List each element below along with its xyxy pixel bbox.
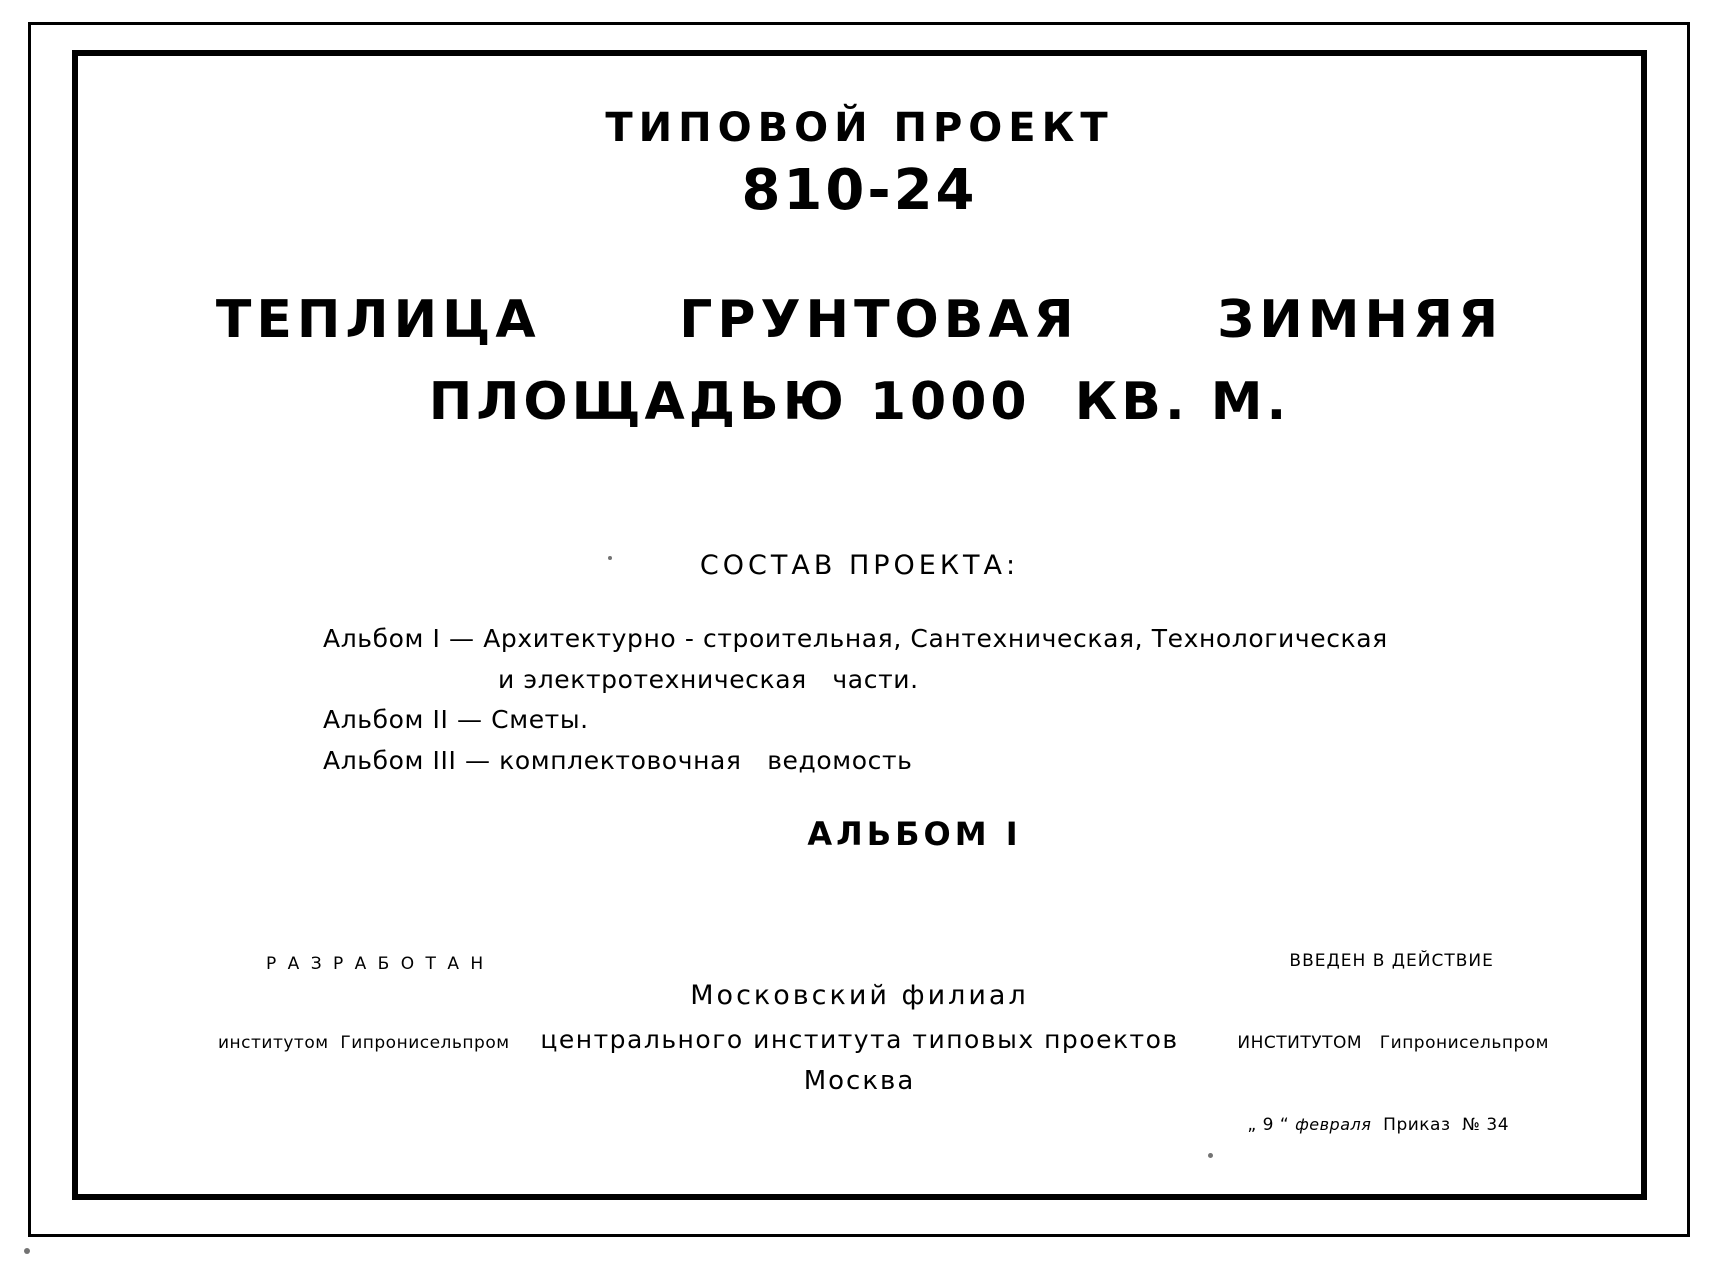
publisher-city: Москва (803, 1066, 916, 1096)
approved-by-institute: ИНСТИТУТОМ Гипронисельпром (1237, 1032, 1549, 1053)
publisher-line-1: Московский филиал (690, 980, 1029, 1011)
title-block (78, 106, 1641, 432)
project-subject-line-1: ТЕПЛИЦА ГРУНТОВАЯ ЗИМНЯЯ (215, 290, 1504, 350)
current-album-label: АЛЬБОМ I (807, 815, 1022, 853)
scan-speck (1208, 1153, 1213, 1158)
approved-by-order (1237, 1112, 1549, 1139)
approval-month: февраля (1295, 1114, 1372, 1134)
publisher-block (78, 976, 1641, 1101)
list-item: Альбом II — Сметы. (323, 705, 589, 734)
developed-by-institute: институтом Гипронисельпром (218, 1032, 510, 1053)
publisher-line-2: центрального института типовых проектов (540, 1024, 1179, 1054)
approved-by-title: ВВЕДЕН В ДЕЙСТВИЕ (1289, 951, 1494, 972)
footer-block (78, 886, 1641, 1186)
project-subject-line-2: ПЛОЩАДЬЮ 1000 КВ. М. (428, 372, 1291, 432)
approval-date-prefix: „ 9 “ (1247, 1114, 1290, 1135)
list-item: Альбом III — комплектовочная ведомость (323, 745, 913, 775)
project-code: 810-24 (741, 158, 978, 223)
composition-list (78, 619, 1641, 781)
sheet-content (78, 56, 1641, 1194)
list-item: Альбом I — Архитектурно - строительная, Сантехническая, Технологическая (323, 624, 1388, 653)
approval-order-number: Приказ № 34 (1383, 1114, 1510, 1135)
document-type-label: ТИПОВОЙ ПРОЕКТ (605, 105, 1114, 151)
scan-speck (24, 1248, 30, 1254)
scan-speck (608, 556, 612, 560)
developed-by-title: Р А З Р А Б О Т А Н (266, 953, 487, 974)
list-item: и электротехническая части. (498, 664, 919, 694)
composition-heading: СОСТАВ ПРОЕКТА: (699, 550, 1020, 581)
